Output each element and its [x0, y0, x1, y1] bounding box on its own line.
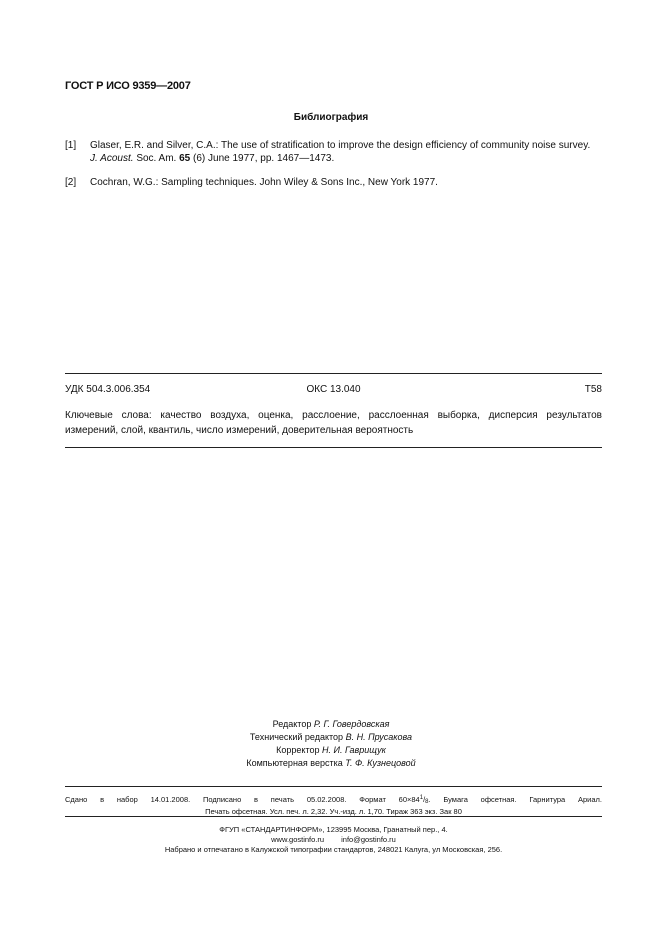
credit-role: Компьютерная верстка [246, 758, 343, 768]
print-imprint [65, 793, 602, 817]
credit-layout [0, 757, 662, 770]
standard-code-header: ГОСТ Р ИСО 9359—2007 [65, 80, 191, 92]
bibliography-item-journal: J. Acoust. [90, 153, 134, 164]
credit-proofreader [0, 744, 662, 757]
bibliography-item-volume: 65 [179, 153, 191, 164]
divider [65, 373, 602, 374]
credit-role: Технический редактор [249, 732, 344, 742]
bibliography-item-number: [1] [65, 140, 77, 151]
imprint-line1: Сдано в набор 14.01.2008. Подписано в печать 05.02.2008. Формат $60\times 84^1/_8$. Бумага офсетная. Гарнитура Ариал. [65, 795, 602, 805]
divider [65, 816, 602, 817]
bibliography-item-number: [2] [65, 177, 77, 188]
credit-name: Т. Ф. Кузнецовой [345, 758, 416, 768]
oks-code: ОКС 13.040 [306, 384, 361, 395]
bibliography-item-text-part2: Soc. Am. [133, 153, 180, 164]
bibliography-item-text-part1: Glaser, E.R. and Silver, C.A.: The use of stratification to improve the design efficiency of community noise survey. [90, 140, 591, 151]
imprint-line2: Печать офсетная. Усл. печ. л. 2,32. Уч.-изд. л. 1,70. Тираж 363 экз. Зак 80 [205, 807, 462, 816]
bibliography-item-text [90, 139, 605, 165]
credits-block [0, 718, 662, 770]
publisher-contacts [65, 835, 602, 845]
bibliography-item-text: Cochran, W.G.: Sampling techniques. John Wiley & Sons Inc., New York 1977. [90, 177, 438, 188]
credit-role: Корректор [276, 745, 320, 755]
publisher-info [65, 825, 602, 855]
publisher-website: www.gostinfo.ru [271, 835, 325, 844]
credit-name: В. Н. Прусакова [345, 732, 413, 742]
format-fraction-denominator: 8 [425, 799, 429, 805]
bibliography-item-text-part3: (6) June 1977, pp. 1467—1473. [190, 153, 335, 164]
divider [65, 786, 602, 787]
divider [65, 447, 602, 448]
format-fraction-numerator: 1 [419, 795, 424, 801]
credit-name: Н. И. Гаврищук [322, 745, 386, 755]
bibliography-title: Библиография [293, 112, 369, 123]
publisher-email: info@gostinfo.ru [341, 835, 396, 844]
imprint-text: . Бумага офсетная. Гарнитура Ариал. [428, 795, 602, 804]
imprint-text: Сдано в набор 14.01.2008. Подписано в печать 05.02.2008. Формат 60×84 [65, 795, 420, 804]
bibliography-item [65, 176, 605, 189]
group-code: Т58 [584, 384, 602, 395]
credit-name: Р. Г. Говердовская [313, 719, 390, 729]
udk-code: УДК 504.3.006.354 [65, 384, 151, 395]
credit-tech-editor [0, 731, 662, 744]
credit-role: Редактор [272, 719, 312, 729]
keywords: Ключевые слова: качество воздуха, оценка, расслоение, расслоенная выборка, дисперсия результатов измерений, слой, квантиль, число измерений, доверительная вероятность [65, 410, 602, 436]
bibliography-item [65, 139, 605, 165]
printing-house: Набрано и отпечатано в Калужской типографии стандартов, 248021 Калуга, ул Московская, 256. [164, 845, 503, 854]
credit-editor [0, 718, 662, 731]
publisher-address: ФГУП «СТАНДАРТИНФОРМ», 123995 Москва, Гранатный пер., 4. [219, 825, 448, 834]
